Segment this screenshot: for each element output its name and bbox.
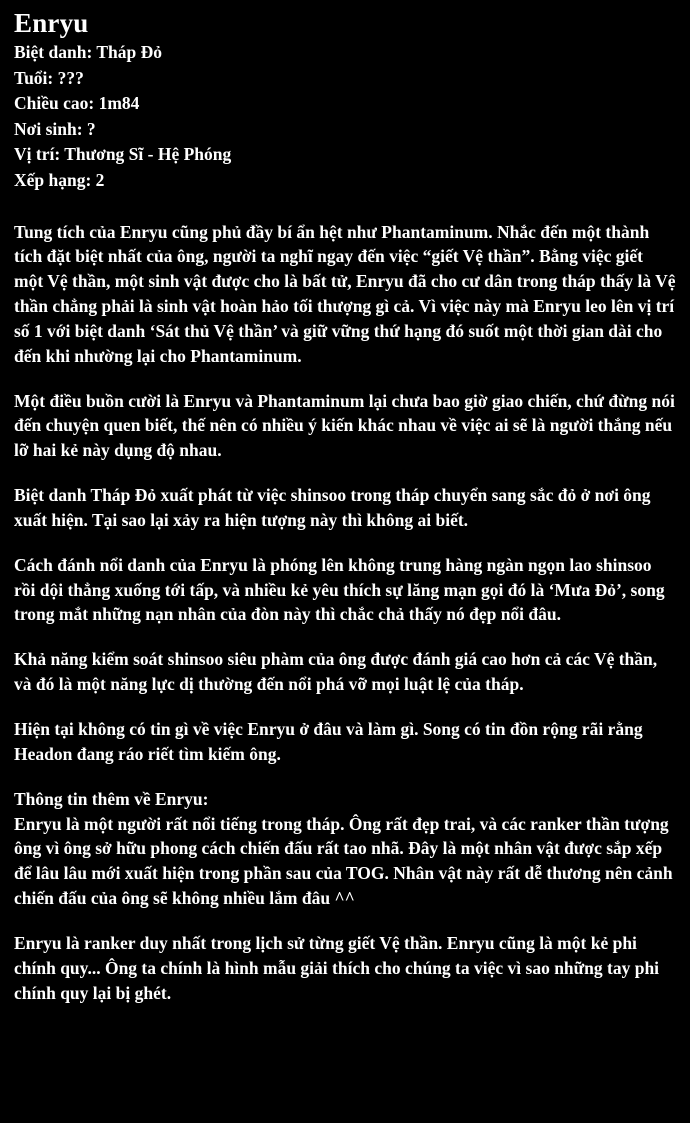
page-title: Enryu xyxy=(14,8,89,38)
paragraph: Enryu là ranker duy nhất trong lịch sử từng giết Vệ thần. Enryu cũng là một kẻ phi chính quy... Ông ta chính là hình mẫu giải thích cho chúng ta việc vì sao những tay phi chính quy lại bị ghét. xyxy=(14,932,660,1003)
spacer xyxy=(14,194,676,220)
stat-age: Tuổi: ??? xyxy=(14,67,84,88)
paragraph: Biệt danh Tháp Đỏ xuất phát từ việc shinsoo trong tháp chuyển sang sắc đỏ ở nơi ông xuất hiện. Tại sao lại xảy ra hiện tượng này thì không ai biết. xyxy=(14,485,651,530)
stat-height: Chiều cao: 1m84 xyxy=(14,93,140,114)
stat-position: Vị trí: Thương Sĩ - Hệ Phóng xyxy=(14,144,232,165)
spacer xyxy=(14,533,676,553)
stat-nickname: Biệt danh: Tháp Đỏ xyxy=(14,42,162,63)
paragraph: Tung tích của Enryu cũng phủ đầy bí ẩn hệt như Phantaminum. Nhắc đến một thành tích đặt biệt nhất của ông, người ta nghĩ ngay đến việc “giết Vệ thần”. Bằng việc giết một Vệ thần, một sinh vật được cho là bất tử, Enryu đã cho cư dân trong tháp thấy là Vệ thần chẳng phải là sinh vật hoàn hảo tối thượng gì cả. Vì việc này mà Enryu leo lên vị trí số 1 với biệt danh ‘Sát thủ Vệ thần’ và giữ vững thứ hạng đó suốt một thời gian dài cho đến khi nhường lại cho Phantaminum. xyxy=(14,221,676,366)
spacer xyxy=(14,463,676,483)
spacer xyxy=(14,911,676,931)
section-heading: Thông tin thêm về Enryu: xyxy=(14,788,209,809)
spacer xyxy=(14,369,676,389)
spacer xyxy=(14,627,676,647)
character-stats xyxy=(14,40,676,193)
spacer xyxy=(14,697,676,717)
paragraph: Khả năng kiểm soát shinsoo siêu phàm của ông được đánh giá cao hơn cả các Vệ thần, và đó là một năng lực dị thường đến nổi phá vỡ mọi luật lệ của tháp. xyxy=(14,649,658,695)
stat-birthplace: Nơi sinh: ? xyxy=(14,118,96,139)
spacer xyxy=(14,767,676,787)
stat-rank: Xếp hạng: 2 xyxy=(14,169,105,190)
paragraph: Một điều buồn cười là Enryu và Phantaminum lại chưa bao giờ giao chiến, chứ đừng nói đến chuyện quen biết, thế nên có nhiều ý kiến khác nhau về việc ai sẽ là người thắng nếu lỡ hai kẻ này dụng độ nhau. xyxy=(14,390,675,461)
body-text xyxy=(14,220,676,1006)
paragraph: Enryu là một người rất nổi tiếng trong tháp. Ông rất đẹp trai, và các ranker thần tượng ông vì ông sở hữu phong cách chiến đấu rất tao nhã. Đây là một nhân vật được sắp xếp để lâu lâu mới xuất hiện trong phần sau của TOG. Nhân vật này rất dễ thương nên cảnh chiến đấu của ông sẽ không nhiều lắm đâu ^^ xyxy=(14,813,673,909)
paragraph: Cách đánh nổi danh của Enryu là phóng lên không trung hàng ngàn ngọn lao shinsoo rồi dội thẳng xuống tới tấp, và nhiều kẻ yêu thích sự lăng mạn gọi đó là ‘Mưa Đỏ’, song trong mắt những nạn nhân của đòn này thì chắc chả thấy nó đẹp nổi đâu. xyxy=(14,554,665,625)
paragraph: Hiện tại không có tin gì về việc Enryu ở đâu và làm gì. Song có tin đồn rộng rãi rằng Headon đang ráo riết tìm kiếm ông. xyxy=(14,719,643,764)
